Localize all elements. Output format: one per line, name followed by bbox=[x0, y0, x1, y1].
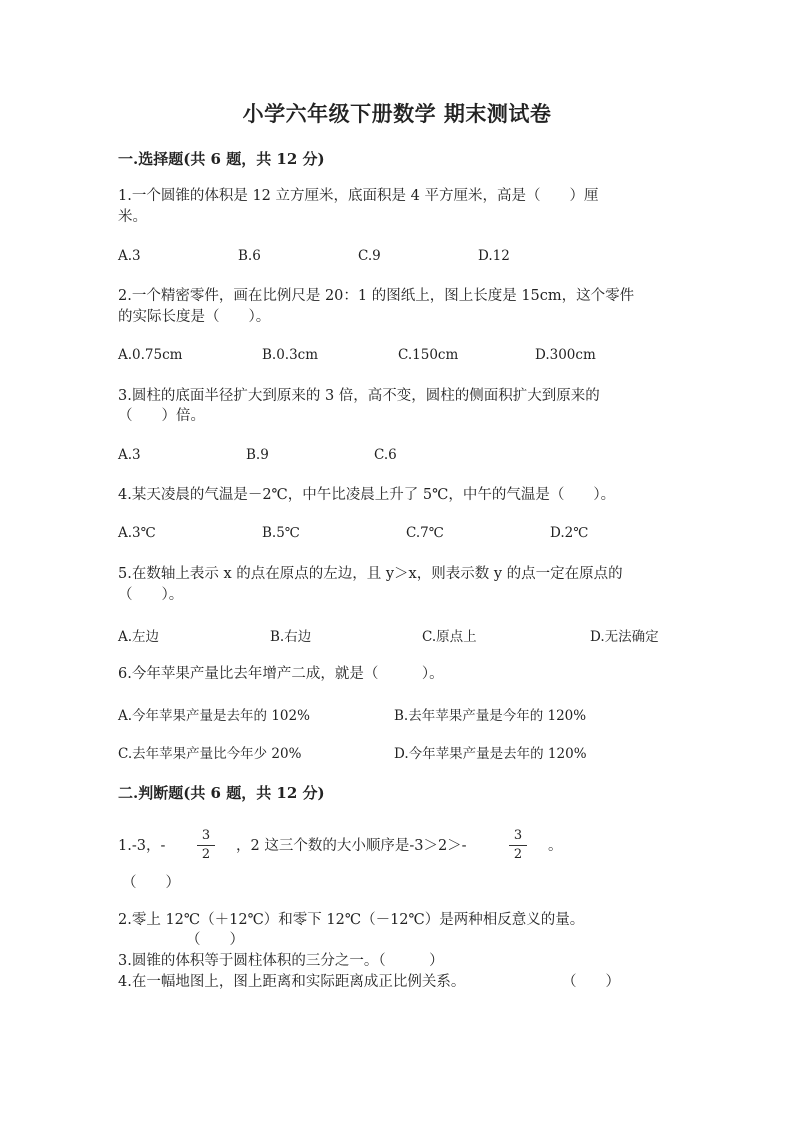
question-3-option-c: C.6 bbox=[374, 447, 397, 463]
question-3-line-2: （ ）倍。 bbox=[118, 408, 205, 424]
question-5-option-c: C.原点上 bbox=[422, 629, 477, 645]
question-4-option-a: A.3℃ bbox=[118, 525, 156, 541]
question-2-line-1: 2.一个精密零件，画在比例尺是 20：1 的图纸上，图上长度是 15cm，这个零件 bbox=[118, 288, 635, 304]
question-4-option-c: C.7℃ bbox=[406, 525, 444, 541]
question-2-option-c: C.150cm bbox=[398, 347, 459, 363]
question-5-option-a: A.左边 bbox=[118, 629, 160, 645]
question-4-option-b: B.5℃ bbox=[262, 525, 300, 541]
fraction-denominator: 2 bbox=[201, 847, 211, 862]
judgement-3-text: 3.圆锥的体积等于圆柱体积的三分之一。（ ） bbox=[118, 953, 444, 969]
question-2-option-d: D.300cm bbox=[535, 347, 596, 363]
section-heading-judgement: 二.判断题(共 6 题，共 12 分) bbox=[118, 784, 325, 802]
fraction-bar bbox=[197, 845, 215, 846]
judgement-2-text: 2.零上 12℃（＋12℃）和零下 12℃（－12℃）是两种相反意义的量。 bbox=[118, 912, 585, 928]
question-6-option-c: C.去年苹果产量比今年少 20% bbox=[118, 746, 302, 762]
question-1-option-d: D.12 bbox=[478, 248, 510, 264]
question-1-option-c: C.9 bbox=[358, 248, 381, 264]
question-3-option-b: B.9 bbox=[246, 447, 269, 463]
question-4-option-d: D.2℃ bbox=[550, 525, 589, 541]
fraction-numerator: 3 bbox=[201, 828, 211, 843]
question-1-line-1: 1.一个圆锥的体积是 12 立方厘米，底面积是 4 平方厘米，高是（ ）厘 bbox=[118, 188, 599, 204]
fraction-three-halves-1 bbox=[197, 829, 215, 862]
question-6-line-1: 6.今年苹果产量比去年增产二成，就是（ ）。 bbox=[118, 666, 444, 682]
judgement-4-blank: （ ） bbox=[562, 974, 620, 990]
judgement-1-part-b: ，2 这三个数的大小顺序是-3＞2＞- bbox=[236, 838, 467, 854]
question-6-option-d: D.今年苹果产量是去年的 120% bbox=[394, 746, 587, 762]
question-2-line-2: 的实际长度是（ ）。 bbox=[118, 309, 271, 325]
question-5-line-1: 5.在数轴上表示 x 的点在原点的左边，且 y＞x，则表示数 y 的点一定在原点的 bbox=[118, 566, 623, 582]
fraction-three-halves-2 bbox=[509, 829, 527, 862]
question-1-option-b: B.6 bbox=[238, 248, 261, 264]
question-1-line-2: 米。 bbox=[118, 209, 147, 225]
judgement-1-part-c: 。 bbox=[548, 838, 563, 854]
question-6-option-b: B.去年苹果产量是今年的 120% bbox=[394, 708, 587, 724]
question-2-option-a: A.0.75cm bbox=[118, 347, 183, 363]
question-6-option-a: A.今年苹果产量是去年的 102% bbox=[118, 708, 310, 724]
question-3-line-1: 3.圆柱的底面半径扩大到原来的 3 倍，高不变，圆柱的侧面积扩大到原来的 bbox=[118, 388, 600, 404]
question-5-option-d: D.无法确定 bbox=[590, 629, 659, 645]
judgement-1-part-a: 1.-3，- bbox=[118, 838, 166, 854]
judgement-2-blank: （ ） bbox=[186, 932, 244, 948]
question-3-option-a: A.3 bbox=[118, 447, 141, 463]
fraction-numerator: 3 bbox=[513, 828, 523, 843]
question-4-line-1: 4.某天凌晨的气温是－2℃，中午比凌晨上升了 5℃，中午的气温是（ ）。 bbox=[118, 487, 616, 503]
question-1-option-a: A.3 bbox=[118, 248, 141, 264]
section-heading-choice: 一.选择题(共 6 题，共 12 分) bbox=[118, 150, 325, 168]
judgement-4-text: 4.在一幅地图上，图上距离和实际距离成正比例关系。 bbox=[118, 974, 466, 990]
page-title: 小学六年级下册数学 期末测试卷 bbox=[242, 101, 552, 126]
question-2-option-b: B.0.3cm bbox=[262, 347, 319, 363]
fraction-denominator: 2 bbox=[513, 847, 523, 862]
question-5-option-b: B.右边 bbox=[270, 629, 312, 645]
fraction-bar bbox=[509, 845, 527, 846]
question-5-line-2: （ ）。 bbox=[118, 587, 184, 603]
judgement-1-blank: （ ） bbox=[122, 875, 180, 891]
